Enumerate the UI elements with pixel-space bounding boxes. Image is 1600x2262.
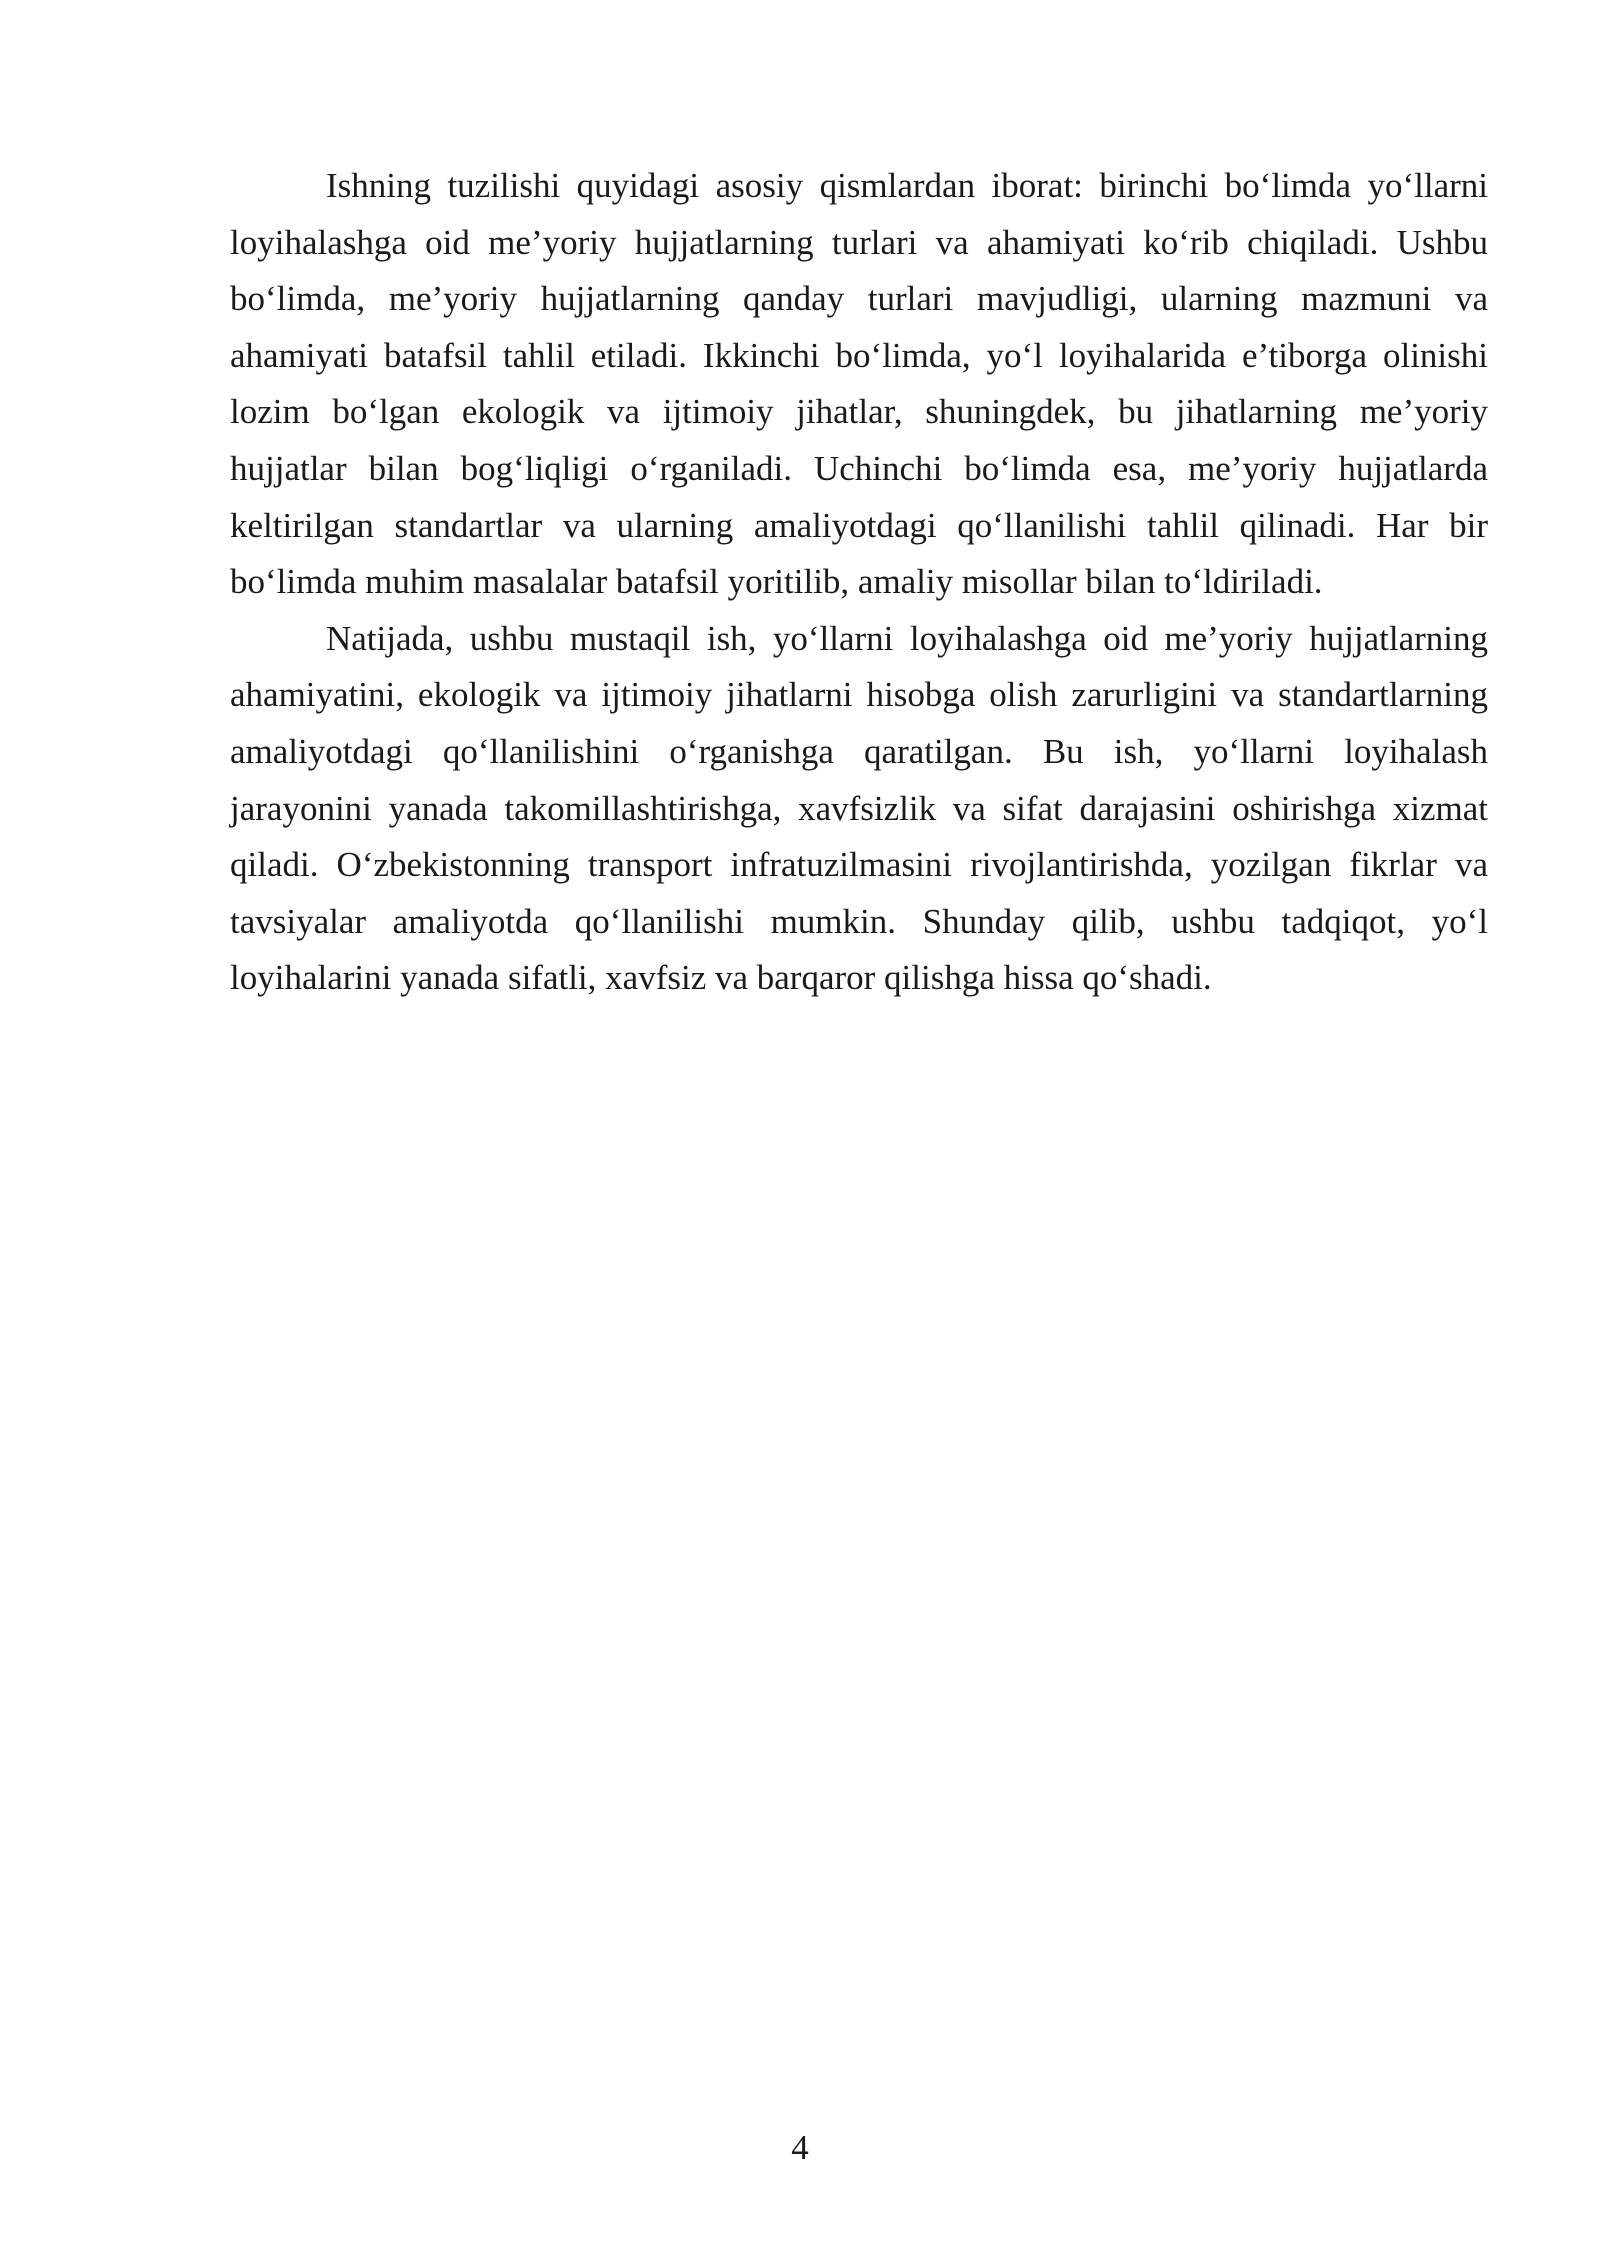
paragraph-conclusion: Natijada, ushbu mustaqil ish, yo‘llarni loyihalashga oid me’yoriy hujjatlarning ahamiyatini, ekologik va ijtimoiy jihatlarni hisobga olish zarurligini va standartlarning amaliyotdagi qo‘llanilishini o‘rganishga qaratilgan. Bu ish, yo‘llarni loyihalash jarayonini yanada takomillashtirishga, xavfsizlik va sifat darajasini oshirishga xizmat qiladi. O‘zbekistonning transport infratuzilmasini rivojlantirishda, yozilgan fikrlar va tavsiyalar amaliyotda qo‘llanilishi mumkin. Shunday qilib, ushbu tadqiqot, yo‘l loyihalarini yanada sifatli, xavfsiz va barqaror qilishga hissa qo‘shadi. [230,618,1488,998]
body-text [230,158,1488,1007]
paragraph-structure-overview: Ishning tuzilishi quyidagi asosiy qismlardan iborat: birinchi bo‘limda yo‘llarni loyihalashga oid me’yoriy hujjatlarning turlari va ahamiyati ko‘rib chiqiladi. Ushbu bo‘limda, me’yoriy hujjatlarning qanday turlari mavjudligi, ularning mazmuni va ahamiyati batafsil tahlil etiladi. Ikkinchi bo‘limda, yo‘l loyihalarida e’tiborga olinishi lozim bo‘lgan ekologik va ijtimoiy jihatlar, shuningdek, bu jihatlarning me’yoriy hujjatlar bilan bog‘liqligi o‘rganiladi. Uchinchi bo‘limda esa, me’yoriy hujjatlarda keltirilgan standartlar va ularning amaliyotdagi qo‘llanilishi tahlil qilinadi. Har bir bo‘limda muhim masalalar batafsil yoritilib, amaliy misollar bilan to‘ldiriladi. [230,166,1488,602]
page-number: 4 [791,2128,809,2167]
